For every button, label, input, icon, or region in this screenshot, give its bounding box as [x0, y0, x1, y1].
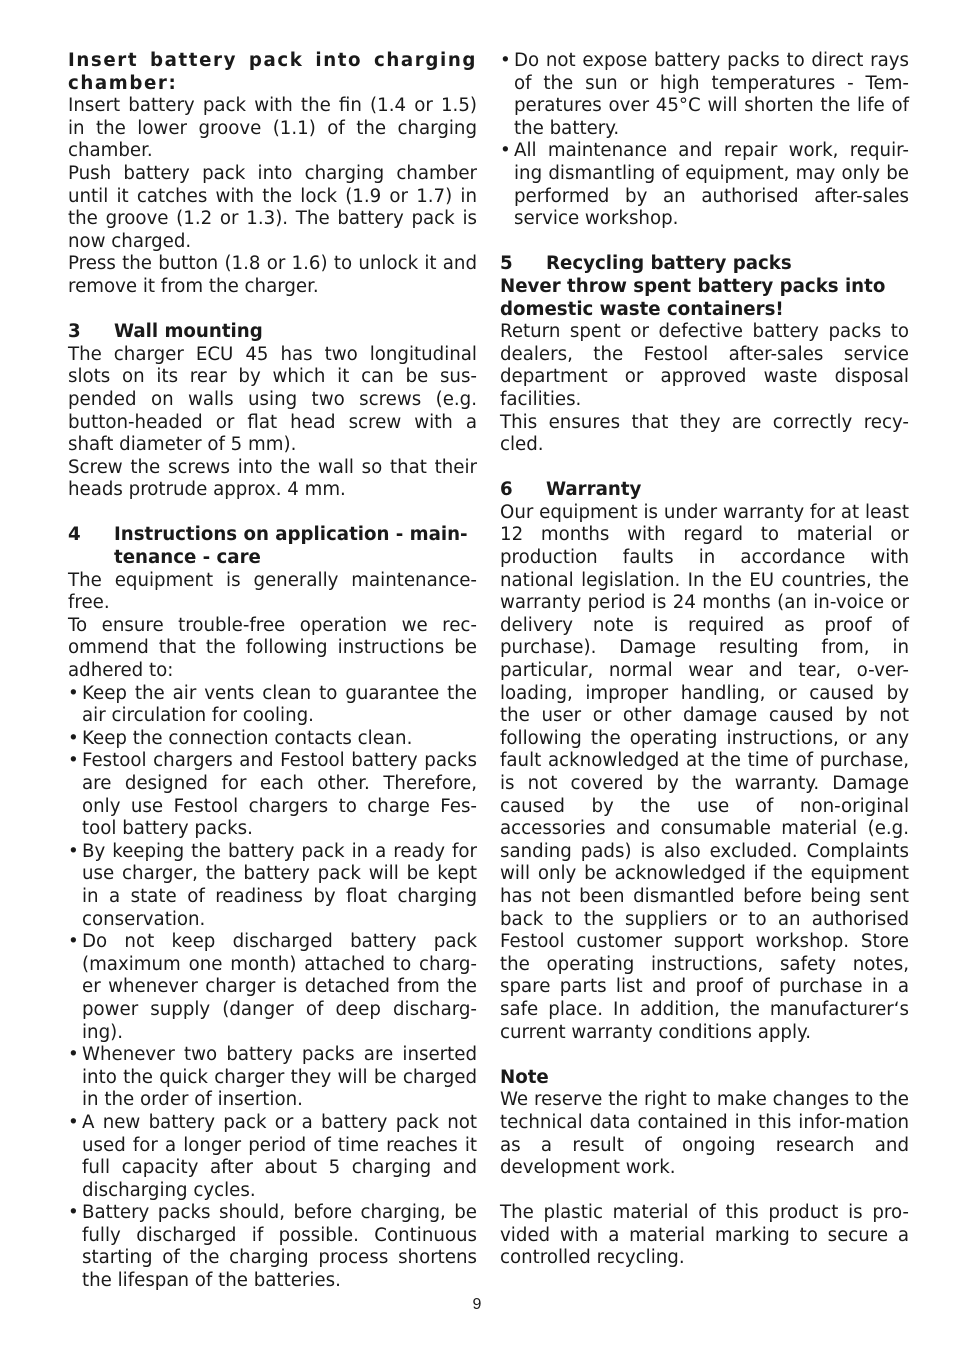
- list-item: • Do not keep discharged battery pack (maximum one month) attached to charg-er whenever charger is detached from the power supply (danger of deep discharg-ing).: [68, 931, 477, 1044]
- recycling-warning: Never throw spent battery packs into domestic waste containers!: [500, 275, 886, 320]
- right-column: [500, 50, 909, 1270]
- section-5-title: Recycling battery packs: [546, 253, 792, 275]
- insert-paragraph-2: Push battery pack into charging chamber until it catches with the lock (1.9 or 1.7) in the groove (1.2 or 1.3). The battery pack is now charged.: [68, 162, 477, 252]
- section-5-heading: [500, 253, 909, 276]
- section-4-title: Instructions on application - main-tenance - care: [114, 524, 468, 569]
- insert-paragraph-3: Press the button (1.8 or 1.6) to unlock it and remove it from the charger.: [68, 253, 477, 297]
- list-item: • Keep the connection contacts clean.: [68, 728, 477, 751]
- section-3-paragraph-2: Screw the screws into the wall so that their heads protrude approx. 4 mm.: [68, 456, 477, 501]
- section-3-paragraph-1: The charger ECU 45 has two longitudinal slots on its rear by which it can be sus-pended on walls using two screws (e.g. button-headed or flat head screw with a shaft diameter of 5 mm).: [68, 343, 477, 456]
- note-heading: Note: [500, 1066, 549, 1088]
- note-paragraph-1: We reserve the right to make changes to the technical data contained in this infor-mation as a result of ongoing research and development work.: [500, 1089, 909, 1179]
- care-instructions-list-continued: [500, 50, 909, 231]
- care-instructions-list: [68, 683, 477, 1293]
- insert-paragraph-1: Insert battery pack with the fin (1.4 or 1.5) in the lower groove (1.1) of the charging chamber.: [68, 95, 477, 162]
- list-item: • A new battery pack or a battery pack not used for a longer period of time reaches it full capacity after about 5 charging and discharging cycles.: [68, 1112, 477, 1202]
- section-6-title: Warranty: [546, 479, 642, 501]
- section-6-number: 6: [500, 479, 513, 501]
- insert-heading: Insert battery pack into charging chamber:: [68, 50, 477, 94]
- list-item: • Do not expose battery packs to direct rays of the sun or high temperatures - Tem-peratures over 45°C will shorten the life of the battery.: [500, 50, 909, 140]
- list-item: • All maintenance and repair work, requir-ing dismantling of equipment, may only be performed by an authorised after-sales service workshop.: [500, 140, 909, 230]
- list-item: • Festool chargers and Festool battery packs are designed for each other. Therefore, only use Festool chargers to charge Fes-tool battery packs.: [68, 750, 477, 840]
- section-4-paragraph-1: The equipment is generally maintenance-free.: [68, 569, 477, 614]
- left-column: [68, 50, 477, 1293]
- note-paragraph-2: The plastic material of this product is pro-vided with a material marking to secure a controlled recycling.: [500, 1202, 909, 1269]
- list-item: • Whenever two battery packs are inserted into the quick charger they will be charged in the order of insertion.: [68, 1044, 477, 1112]
- warranty-paragraph: Our equipment is under warranty for at least 12 months with regard to material or production faults in accordance with national legislation. In the EU countries, the warranty period is 24 months (an in-voice or delivery note is required as proof of purchase). Damage resulting from, in particular, normal wear and tear, o-ver-loading, improper handling, or caused by the user or other damage caused by not following the operating instructions, or any fault acknowledged at the time of purchase, is not covered by the warranty. Damage caused by the use of non-original accessories and consumable material (e.g. sanding pads) is also excluded. Complaints will only be acknowledged if the equipment has not been dismantled before being sent back to the suppliers or to an authorised Festool customer support workshop. Store the operating instructions, safety notes, spare parts list and proof of purchase in a safe place. In addition, the manufacturer‘s current warranty conditions apply.: [500, 501, 909, 1043]
- section-5-number: 5: [500, 253, 513, 275]
- section-6-heading: [500, 479, 909, 502]
- list-item: • By keeping the battery pack in a ready for use charger, the battery pack will be kept in a state of readiness by float charging conservation.: [68, 841, 477, 931]
- section-5-paragraph-2: This ensures that they are correctly recy-cled.: [500, 411, 909, 456]
- section-4-number: 4: [68, 524, 81, 546]
- section-4-paragraph-2: To ensure trouble-free operation we rec-ommend that the following instructions be adhered to:: [68, 614, 477, 682]
- section-4-heading: [68, 524, 477, 569]
- list-item: • Keep the air vents clean to guarantee the air circulation for cooling.: [68, 683, 477, 728]
- section-3-heading: [68, 321, 477, 344]
- section-5-paragraph-1: Return spent or defective battery packs to dealers, the Festool after-sales service department or approved waste disposal facilities.: [500, 321, 909, 410]
- section-3-number: 3: [68, 321, 81, 343]
- page-number: 9: [472, 1296, 482, 1313]
- section-3-title: Wall mounting: [114, 321, 263, 343]
- list-item: • Battery packs should, before charging, be fully discharged if possible. Continuous starting of the charging process shortens the lifespan of the batteries.: [68, 1202, 477, 1292]
